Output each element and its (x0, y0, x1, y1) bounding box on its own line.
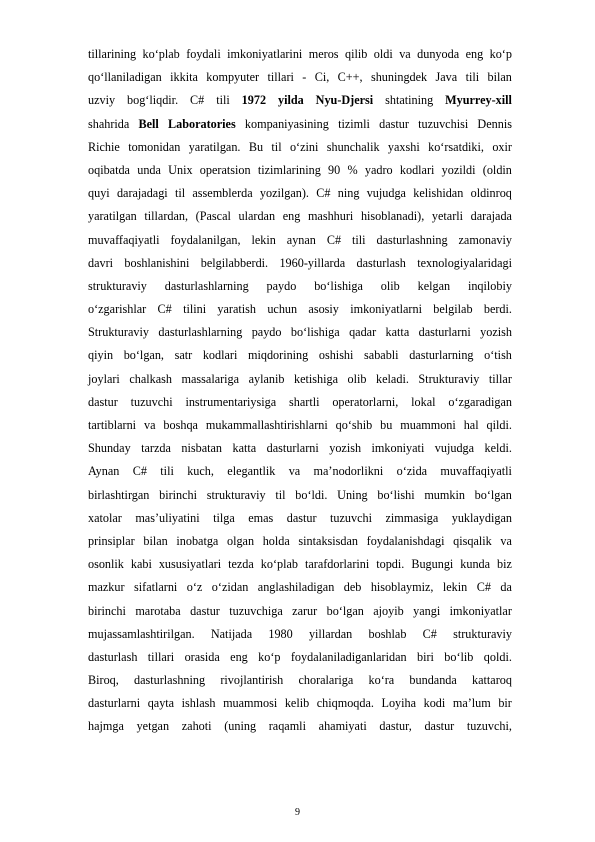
word: kabi (130, 557, 152, 572)
word: biz (497, 557, 512, 572)
word: tizimli (338, 116, 370, 131)
word: tarafdorlarini (304, 557, 370, 572)
bold-word: Myurrey-xill (445, 93, 512, 108)
text-line (88, 576, 512, 599)
word: foydalaniladiganlaridan (290, 649, 407, 664)
word: yetgan (136, 719, 170, 734)
word: mujassamlashtirilgan. (88, 626, 195, 641)
word: meros (308, 47, 339, 61)
word: dasturlashlarning (158, 325, 243, 340)
word: (Pascal (195, 209, 231, 224)
word: qo‘llaniladigan (88, 70, 162, 85)
text-line (88, 275, 512, 298)
word: kuch, (187, 464, 214, 479)
word: ajoyib (373, 603, 404, 618)
word: dastur (190, 603, 220, 618)
word: aynan (286, 232, 316, 247)
word: qiyin (88, 348, 114, 363)
text-line (88, 66, 512, 89)
word: lokal (411, 394, 436, 409)
word: elegantlik (227, 464, 276, 479)
word: o‘zgarishlar (88, 302, 147, 317)
word: dasturlarning (409, 348, 474, 363)
word: muvaffaqiyatli (88, 232, 160, 247)
word: tili (160, 464, 174, 479)
word: eng (230, 649, 248, 664)
word: tili (352, 232, 366, 247)
word: tillardan, (144, 209, 189, 224)
word: yangi (413, 603, 441, 618)
text-line (88, 229, 512, 252)
word: hisoblanadi), (360, 209, 425, 224)
word: dastur (286, 510, 317, 525)
word: dastur (424, 719, 455, 734)
word: shahrida (88, 116, 130, 131)
word: holda (262, 533, 290, 548)
word: ketishiga (294, 371, 339, 386)
word: dasturlashlarning (164, 278, 249, 293)
word: ma’nodorlikni (313, 464, 384, 479)
word: tizimlarining (257, 162, 321, 177)
word: Strukturaviy (88, 325, 149, 340)
word: shtatining (385, 93, 434, 108)
word: imkoniyatlarini (227, 47, 303, 61)
word: dastur, (379, 719, 412, 734)
word: lekin (251, 232, 276, 247)
word: yuklaydigan (451, 510, 512, 525)
word: C# (476, 580, 491, 595)
word: tuzuvchi (130, 394, 173, 409)
word: unda (137, 162, 161, 177)
word: 1960-yillarda (279, 255, 346, 270)
word: tuzuvchiga (229, 603, 283, 618)
word: lekin (442, 580, 468, 595)
word: C# (422, 626, 437, 641)
word: tillari (147, 649, 175, 664)
word: Natijada (210, 626, 253, 641)
word: keldi. (484, 441, 512, 456)
word: oqibatda (88, 162, 130, 177)
word: satr (174, 348, 193, 363)
word: deb (343, 580, 362, 595)
word: va (399, 47, 411, 61)
word: dastur (88, 394, 118, 409)
word: shuningdek (370, 70, 428, 85)
word: zamonaviy (458, 232, 512, 247)
word: bo‘lishiga (314, 278, 363, 293)
word: yadro (364, 162, 393, 177)
bold-word: Bell (138, 116, 159, 131)
word: osonlik (88, 557, 124, 572)
word: eng (282, 209, 301, 224)
word: dasturlashning (376, 232, 448, 247)
word: 1980 (268, 626, 293, 641)
word: chiqmoqda. (316, 696, 374, 711)
text-line (88, 692, 512, 715)
text-line (88, 715, 512, 738)
word: o‘zida (396, 464, 428, 479)
word: kelgan (417, 278, 451, 293)
word: ko‘plab (142, 47, 180, 61)
word: bo‘lgan, (123, 348, 164, 363)
word: tarzda (141, 441, 171, 456)
word: qilib (344, 47, 368, 61)
page-number: 9 (295, 807, 300, 818)
word: yozish (329, 441, 362, 456)
word: tartiblarni (88, 418, 137, 432)
word: ma’lum (452, 696, 491, 711)
word: ishlash (181, 696, 216, 711)
word: olib (347, 371, 367, 386)
word: tili (465, 70, 480, 85)
word: bir (498, 696, 512, 711)
word: yillardan (308, 626, 353, 641)
word: birinchi (159, 487, 198, 502)
word: bilan (487, 70, 512, 85)
word: strukturaviy (453, 626, 512, 641)
word: qayta (147, 696, 175, 711)
word: o‘zgaradigan (448, 394, 512, 409)
word: asosiy (308, 302, 339, 317)
word: belgilabberdi. (200, 255, 269, 270)
word: kodi (423, 696, 446, 711)
text-line (88, 43, 512, 66)
word: C# (316, 186, 331, 201)
word: kodlari (399, 162, 435, 177)
word: dasturlarni (418, 325, 471, 340)
word: Loyiha (381, 696, 417, 711)
word: davri (88, 255, 114, 270)
word: dasturlarni (88, 696, 141, 711)
word: darajadagi (116, 186, 168, 201)
word: darajada (470, 209, 512, 224)
word: qo‘shib (335, 418, 373, 432)
text-line (88, 460, 512, 483)
word: bundanda (409, 673, 457, 688)
word: vujudga (366, 186, 406, 201)
word: joylari (88, 371, 120, 386)
word: uchun (267, 302, 298, 317)
word: olgan (226, 533, 255, 548)
bold-word: yilda (277, 93, 304, 108)
word: kodlari (202, 348, 238, 363)
word: operatorlarni, (332, 394, 399, 409)
word: orasida (184, 649, 220, 664)
word: oldi (373, 47, 393, 61)
word: tillar (488, 371, 512, 386)
word: katta (385, 325, 410, 340)
word: dasturlash (356, 255, 406, 270)
word: - (302, 70, 307, 85)
word: yozildi (441, 162, 476, 177)
word: emas (248, 510, 274, 525)
word: kunda (460, 557, 491, 572)
word: ko‘plab (260, 557, 298, 572)
word: til (275, 487, 286, 502)
text-line (88, 391, 512, 414)
word: muammosi (223, 696, 278, 711)
word: topdi. (376, 557, 405, 572)
word: qoldi. (483, 649, 512, 664)
word: hal (463, 418, 479, 432)
word: bo‘lgan (474, 487, 512, 502)
word: hisoblaymiz, (370, 580, 434, 595)
word: o‘tish (484, 348, 512, 363)
word: mashhuri (307, 209, 354, 224)
word: foydali (186, 47, 221, 61)
text-line (88, 437, 512, 460)
text-line (88, 368, 512, 391)
word: shartli (289, 394, 320, 409)
text-line (88, 159, 512, 182)
word: bog‘liqdir. (127, 93, 179, 108)
word: keladi. (376, 371, 409, 386)
word: Java (435, 70, 458, 85)
word: tomonidan (128, 139, 181, 154)
word: Dennis (477, 116, 512, 131)
word: o‘zini (289, 139, 319, 154)
word: muvaffaqiyatli (440, 464, 512, 479)
bold-word: Nyu-Djersi (315, 93, 374, 108)
word: choralariga (298, 673, 354, 688)
word: dasturlash (88, 649, 138, 664)
word: qildi. (486, 418, 512, 432)
word: o‘z (186, 580, 203, 595)
word: xatolar (88, 510, 122, 525)
word: zimmasiga (385, 510, 439, 525)
word: nisbatan (181, 441, 222, 456)
word: yaratish (217, 302, 256, 317)
text-line (88, 553, 512, 576)
text-line (88, 600, 512, 623)
word: Richie (88, 139, 120, 154)
word: dasturlashning (134, 673, 206, 688)
word: Ci, (314, 70, 330, 85)
word: 90 (328, 162, 341, 177)
word: tuzuvchisi (418, 116, 469, 131)
word: oshishi (318, 348, 354, 363)
word: paydo (251, 325, 282, 340)
word: uzviy (88, 93, 116, 108)
word: vujudga (434, 441, 475, 456)
text-line (88, 414, 512, 437)
word: kelib (284, 696, 310, 711)
word: bu (380, 418, 393, 432)
word: tezda (228, 557, 254, 572)
word: raqamli (268, 719, 306, 734)
word: tuzuvchi (330, 510, 372, 525)
word: birinchi (88, 603, 126, 618)
word: C# (326, 232, 342, 247)
word: ning (337, 186, 360, 201)
word: ikkita (170, 70, 198, 85)
word: mumkin (424, 487, 465, 502)
word: tillarining (88, 47, 137, 61)
word: yozish (480, 325, 512, 340)
word: miqdorining (247, 348, 309, 363)
word: bilan (143, 533, 168, 548)
word: ko‘p (489, 47, 512, 61)
word: C# (132, 464, 147, 479)
word: operatsion (199, 162, 251, 177)
word: biri (416, 649, 434, 664)
word: til (271, 139, 282, 154)
text-line (88, 113, 512, 136)
text-line (88, 530, 512, 553)
word: aylanib (248, 371, 285, 386)
word: dastur (379, 116, 409, 131)
word: % (347, 162, 358, 177)
word: yozilgan). (259, 186, 309, 201)
word: (oldin (482, 162, 512, 177)
word: olib (380, 278, 400, 293)
word: Bu (248, 139, 264, 154)
word: instrumentariysiga (185, 394, 277, 409)
word: Aynan (88, 464, 120, 479)
word: kompaniyasining (244, 116, 329, 131)
text-line (88, 507, 512, 530)
text-line (88, 182, 512, 205)
word: Strukturaviy (418, 371, 480, 386)
word: C++, (337, 70, 363, 85)
body-text (88, 43, 512, 739)
word: muammoni (400, 418, 456, 432)
word: bo‘lgan (326, 603, 364, 618)
text-line (88, 298, 512, 321)
word: mukammallashtirishlarni (205, 418, 328, 432)
word: tilini (183, 302, 207, 317)
word: Unix (168, 162, 193, 177)
word: Bugungi (411, 557, 454, 572)
word: va (500, 533, 512, 548)
word: tilga (213, 510, 235, 525)
word: inobatga (176, 533, 219, 548)
text-line (88, 252, 512, 275)
word: yaratilgan (88, 209, 137, 224)
word: bo‘lishiga (290, 325, 340, 340)
bold-word: Laboratories (168, 116, 236, 131)
text-line (88, 623, 512, 646)
word: katta (232, 441, 257, 456)
word: quyi (88, 186, 110, 201)
word: belgilab (433, 302, 473, 317)
word: yaratilgan. (188, 139, 241, 154)
text-line (88, 205, 512, 228)
word: strukturaviy (88, 278, 147, 293)
word: texnologiyalaridagi (417, 255, 512, 270)
word: boshlanishini (124, 255, 190, 270)
word: strukturaviy (206, 487, 266, 502)
word: C# (157, 302, 172, 317)
word: ulardan (238, 209, 276, 224)
text-line (88, 646, 512, 669)
text-line (88, 321, 512, 344)
text-line (88, 136, 512, 159)
word: prinsiplar (88, 533, 135, 548)
word: mas’uliyatini (135, 510, 200, 525)
word: imkoniyatlar (449, 603, 512, 618)
word: (uning (224, 719, 257, 734)
word: bo‘lishi (377, 487, 415, 502)
word: o‘zidan (211, 580, 249, 595)
word: qadar (349, 325, 377, 340)
word: C# (190, 93, 205, 108)
word: paydo (266, 278, 297, 293)
bold-word: 1972 (241, 93, 267, 108)
word: marotaba (135, 603, 181, 618)
word: oldinroq (470, 186, 512, 201)
word: yaxshi (387, 139, 420, 154)
word: sababli (364, 348, 399, 363)
word: chalkash (129, 371, 172, 386)
word: kompyuter (206, 70, 260, 85)
text-line (88, 484, 512, 507)
word: ahamiyati (318, 719, 367, 734)
word: massalariga (181, 371, 240, 386)
word: bo‘ldi. (295, 487, 328, 502)
word: kattaroq (472, 673, 512, 688)
word: oxir (492, 139, 512, 154)
word: inqilobiy (467, 278, 512, 293)
word: kelishidan (413, 186, 464, 201)
word: Biroq, (88, 673, 119, 688)
word: hajmga (88, 719, 124, 734)
word: imkoniyati (371, 441, 425, 456)
word: dasturlarni (266, 441, 319, 456)
word: assemblerda (192, 186, 253, 201)
word: ko‘rsatdiki, (428, 139, 484, 154)
text-line (88, 669, 512, 692)
word: bo‘lib (444, 649, 474, 664)
word: shunchalik (326, 139, 380, 154)
word: qisqalik (453, 533, 492, 548)
word: va (143, 418, 156, 432)
word: tillari (267, 70, 294, 85)
word: mazkur (88, 580, 125, 595)
word: Shunday (88, 441, 131, 456)
word: tuzuvchi, (466, 719, 512, 734)
word: til (174, 186, 186, 201)
word: imkoniyatlarni (350, 302, 422, 317)
word: ko‘ra (368, 673, 395, 688)
word: dunyoda (417, 47, 460, 61)
word: boshqa (163, 418, 198, 432)
word: sifatlarni (134, 580, 178, 595)
word: da (500, 580, 512, 595)
word: tili (216, 93, 230, 108)
word: boshlab (368, 626, 407, 641)
text-line (88, 89, 512, 112)
text-line (88, 344, 512, 367)
word: zahoti (181, 719, 212, 734)
word: sintaksisdan (298, 533, 359, 548)
word: va (288, 464, 301, 479)
word: eng (465, 47, 484, 61)
word: Uning (337, 487, 368, 502)
word: birlashtirgan (88, 487, 150, 502)
word: foydalanilgan, (170, 232, 241, 247)
word: berdi. (483, 302, 512, 317)
word: anglashiladigan (257, 580, 335, 595)
word: foydalanishdagi (366, 533, 445, 548)
word: rivojlantirish (220, 673, 284, 688)
word: zarur (292, 603, 318, 618)
word: yetarli (431, 209, 464, 224)
word: ko‘p (258, 649, 281, 664)
word: xususiyatlari (158, 557, 222, 572)
